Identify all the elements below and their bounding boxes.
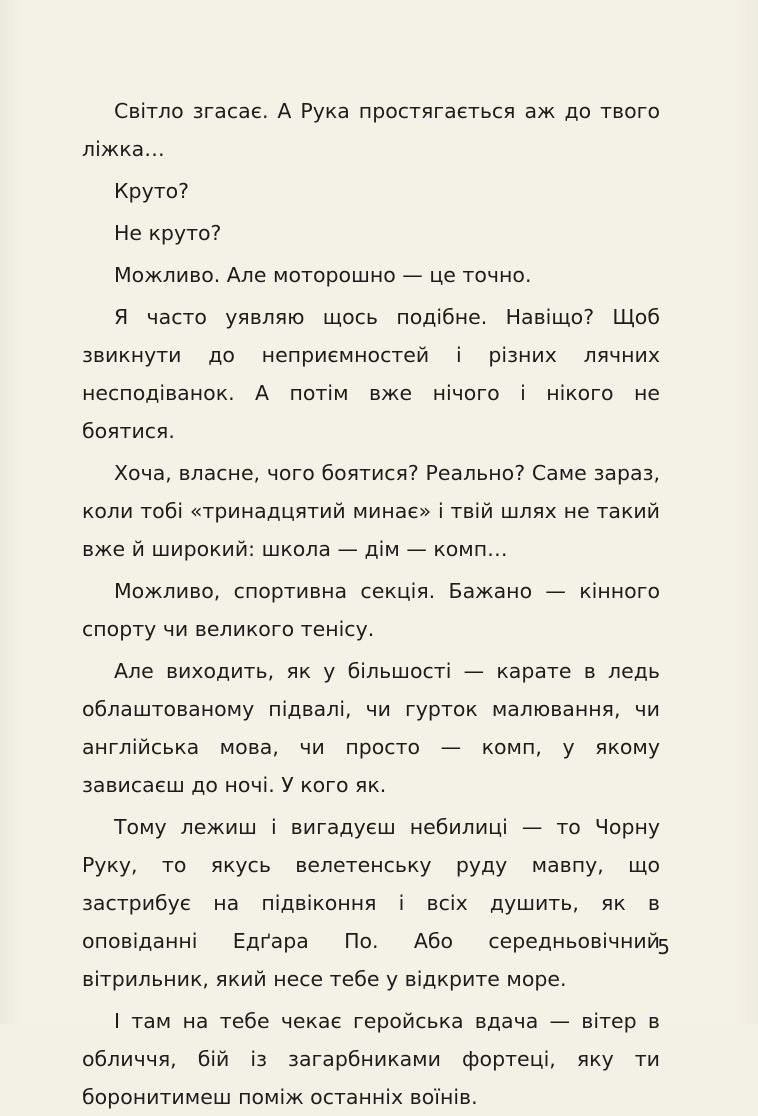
paragraph-2: Круто?: [114, 179, 190, 203]
paragraph-4: Можливо. Але моторошно — це точно.: [114, 263, 532, 287]
paragraph-10: І там на тебе чекає геройська вдача — вітер в обличчя, бій із загарбниками фортеці, яку ти боронитимеш поміж останніх воїнів.: [82, 1009, 660, 1109]
paragraph-5: Я часто уявляю щось подібне. Навіщо? Щоб звикнути до неприємностей і різних лячних несподіванок. А потім вже нічого і нікого не боятися.: [82, 305, 660, 443]
paragraph-6: Хоча, власне, чого боятися? Реально? Саме зараз, коли тобі «тринадцятий минає» і твій шлях не такий вже й широкий: школа — дім — комп…: [82, 461, 660, 561]
paragraph-8: Але виходить, як у більшості — карате в ледь облаштованому підвалі, чи гурток малювання, чи англійська мова, чи просто — комп, у якому зависаєш до ночі. У кого як.: [82, 659, 660, 797]
paragraph-7: Можливо, спортивна секція. Бажано — кінного спорту чи великого тенісу.: [82, 579, 660, 641]
paragraph-9: Тому лежиш і вигадуєш небилиці — то Чорну Руку, то якусь велетенську руду мавпу, що застрибує на підвіконня і всіх душить, як в оповіданні Едґара По. Або середньовічний вітрильник, який несе тебе у відкрите море.: [82, 815, 660, 991]
page-number: 5: [657, 935, 670, 959]
paragraph-1: Світло згасає. А Рука простягається аж до твого ліжка…: [82, 99, 660, 161]
paragraph-3: Не круто?: [114, 221, 222, 245]
body-text: [82, 92, 660, 1116]
